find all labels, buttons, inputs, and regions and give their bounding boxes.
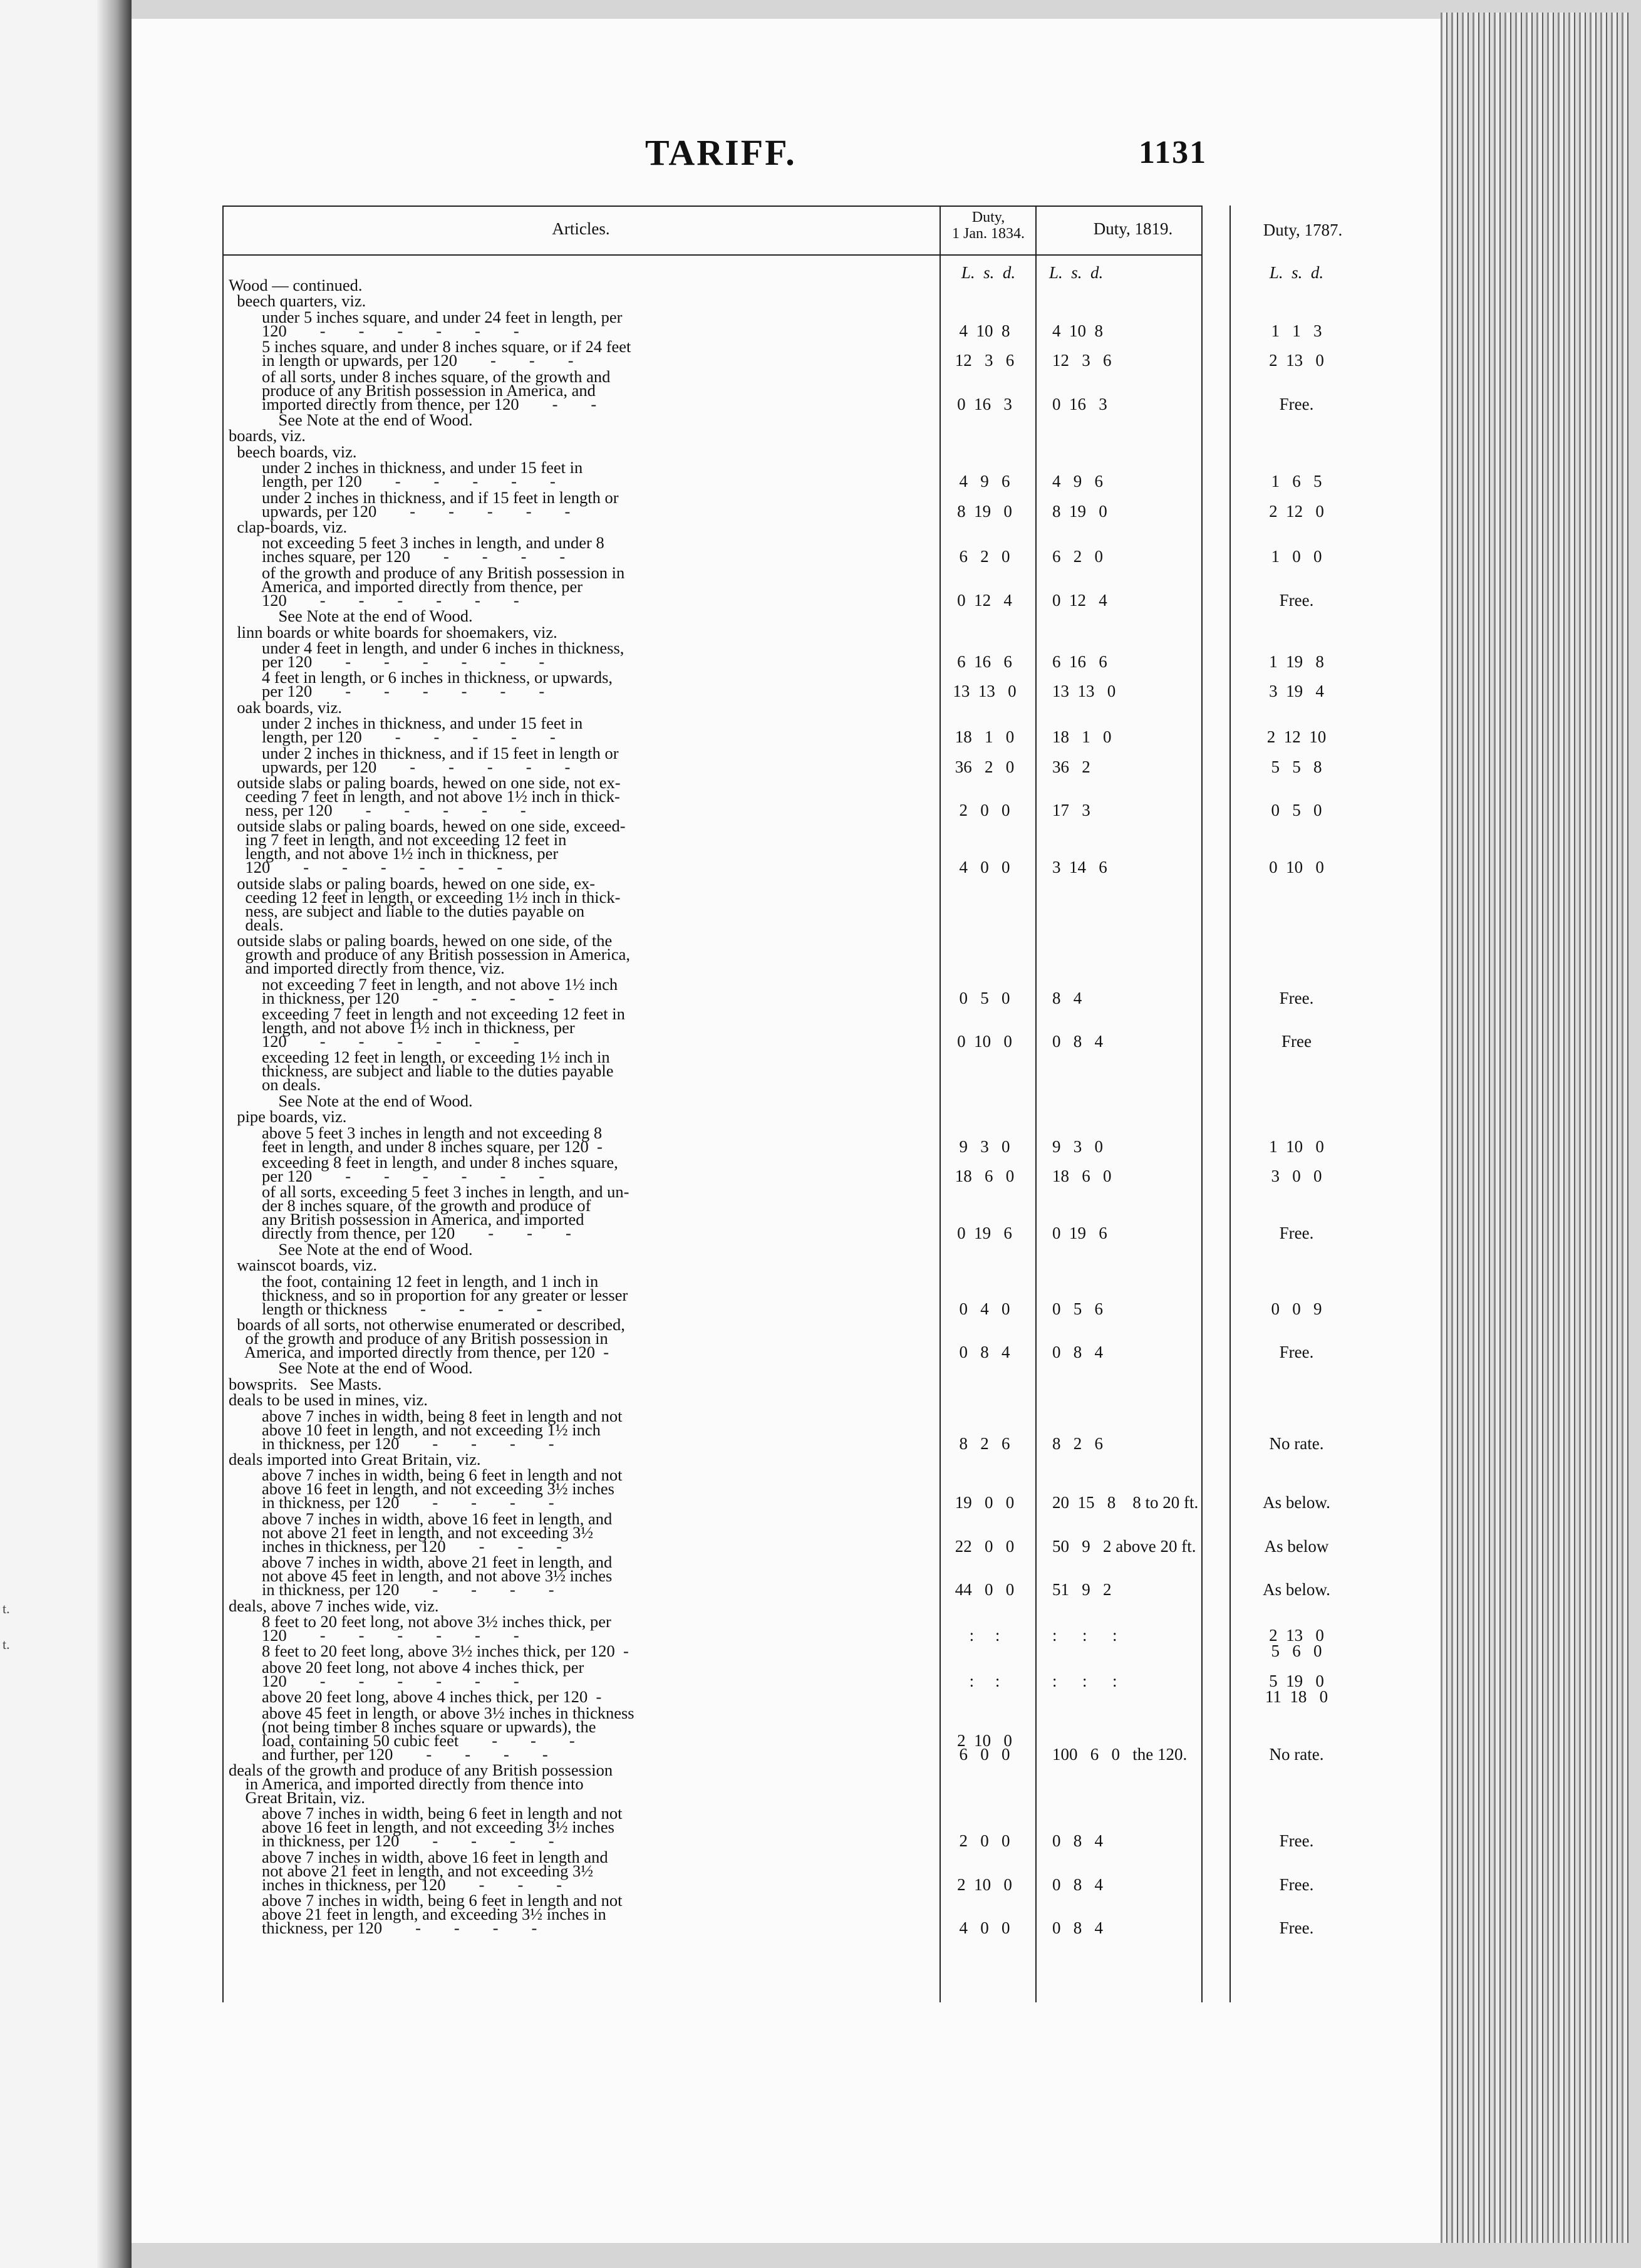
duty-1787-value: 1 1 3 [1271,321,1322,340]
article-description: deals, above 7 inches wide, viz. [229,1596,439,1615]
article-description: above 20 feet long, not above 4 inches thick, per 120 - - - - - - [262,1657,584,1690]
duty-1819-value: 4 10 8 [1052,321,1103,340]
duty-1819-value: 13 13 0 [1052,682,1116,701]
duty-1787-value: 2 13 0 [1269,1626,1324,1645]
article-description: of the growth and produce of any British possession in America, and imported directly from thence, per 120 - - - - - - [261,563,625,610]
duty-1834-value: : : [969,1671,1000,1690]
duty-1834-value: 2 0 0 [959,1831,1010,1851]
duty-1819-value: 12 3 6 [1052,351,1112,370]
duty-1819-value: 6 16 6 [1052,652,1107,671]
article-description: above 7 inches in width, being 6 feet in length and not above 21 feet in length, and exceeding 3½ inches in thickness, per 120 - - - - [262,1891,623,1938]
article-description: outside slabs or paling boards, hewed on one side, ex- ceeding 12 feet in length, or exceeding 1½ inch in thick- ness, are subject and liable to the duties payable on deals. [237,873,621,934]
duty-1819-value: : : : [1052,1626,1117,1645]
article-description: 5 inches square, and under 8 inches square, or if 24 feet in length or upwards, per 120 - - - [262,337,631,370]
duty-1819-value: 36 2 [1052,757,1090,776]
article-description: not exceeding 5 feet 3 inches in length, and under 8 inches square, per 120 - - - - [262,533,604,566]
article-description: See Note at the end of Wood. [229,1091,473,1110]
duty-1787-value: Free. [1279,1918,1314,1938]
duty-1819-value: 0 8 4 [1052,1343,1103,1361]
article-description: under 2 inches in thickness, and under 15 feet in length, per 120 - - - - - [262,714,583,747]
unit-header: L. s. d. [1049,263,1104,282]
column-header-duty-1834: Duty, 1 Jan. 1834. [952,209,1025,242]
duty-1819-value: 0 12 4 [1052,590,1107,610]
article-description: above 20 feet long, above 4 inches thick, per 120 - [229,1687,602,1707]
duty-1834-value: 0 5 0 [959,988,1010,1007]
duty-1787-value: Free. [1279,394,1314,414]
duty-1819-value: 18 6 0 [1052,1167,1112,1185]
column-rule [1035,205,1037,2002]
duty-1819-value: 17 3 [1052,801,1090,819]
duty-1834-value: 4 9 6 [959,472,1010,491]
duty-1819-value: 20 15 8 8 to 20 ft. [1052,1493,1199,1512]
duty-1787-value: No rate. [1269,1744,1324,1764]
article-description: under 4 feet in length, and under 6 inches in thickness, per 120 - - - - - - [262,638,624,671]
duty-1787-value: 1 10 0 [1269,1137,1324,1156]
duty-1834-value: 6 2 0 [959,547,1010,566]
article-description: deals to be used in mines, viz. [229,1390,428,1410]
duty-1834-value: 13 13 0 [953,682,1017,701]
duty-1834-value: : : [969,1626,1000,1645]
duty-1834-value: 12 3 6 [955,351,1015,370]
duty-1787-value: 5 19 0 [1269,1671,1324,1690]
duty-1834-value: 8 2 6 [959,1433,1010,1453]
duty-1834-value: 36 2 0 [955,757,1015,776]
article-description: See Note at the end of Wood. [229,1239,473,1259]
article-description: of all sorts, exceeding 5 feet 3 inches in length, and un- der 8 inches square, of the growth and produce of any British possession in America, and imported directly from thence, per 120 - - - [262,1182,629,1243]
duty-1834-value: 2 10 0 [957,1875,1012,1894]
article-description: beech boards, viz. [229,442,357,461]
article-description: pipe boards, viz. [229,1107,347,1126]
duty-1819-value: 51 9 2 [1052,1580,1112,1600]
duty-1819-value: 0 8 4 [1052,1831,1103,1851]
duty-1834-value: 4 10 8 [959,321,1010,340]
duty-1834-value: 0 12 4 [957,590,1012,610]
duty-1819-value: 100 6 0 the 120. [1052,1744,1188,1764]
article-description: See Note at the end of Wood. [229,606,473,626]
article-description: wainscot boards, viz. [229,1256,377,1275]
duty-1787-value: 0 5 0 [1271,801,1322,819]
duty-1819-value: 0 16 3 [1052,394,1107,414]
duty-1787-value: Free. [1279,590,1314,610]
duty-1834-value: 0 4 0 [959,1299,1010,1318]
article-description: bowsprits. See Masts. [229,1374,382,1393]
duty-1834-value: 18 1 0 [955,727,1015,747]
article-description: of all sorts, under 8 inches square, of the growth and produce of any British possession in America, and imported directly from thence, per 120 - - [262,367,611,414]
article-description: under 2 inches in thickness, and if 15 feet in length or upwards, per 120 - - - - - [262,743,619,776]
page-header [0,132,1641,182]
duty-1787-value: Free. [1279,1875,1314,1894]
duty-1834-value: 9 3 0 [959,1137,1010,1156]
article-description: above 7 inches in width, being 6 feet in length and not above 16 feet in length, and not exceeding 3½ inches in thickness, per 120 - - - - [262,1804,623,1851]
margin-mark: t. [3,1601,10,1616]
duty-1819-value: 18 1 0 [1052,727,1112,747]
article-description: deals of the growth and produce of any British possession in America, and imported directly from thence into Great Britain, viz. [229,1761,613,1807]
duty-1834-value: 0 10 0 [957,1032,1012,1051]
table-top-rule [222,205,1203,207]
article-description: exceeding 12 feet in length, or exceeding 1½ inch in thickness, are subject and liable to the duties payable on deals. [262,1048,614,1095]
duty-1834-value: 2 0 0 [959,801,1010,819]
duty-1787-value: 0 10 0 [1269,858,1324,877]
article-description: above 7 inches in width, above 16 feet in length and not above 21 feet in length, and not exceeding 3½ inches in thickness, per 120 - - - [262,1847,608,1894]
article-description: exceeding 8 feet in length, and under 8 inches square, per 120 - - - - - - [262,1153,618,1185]
header-rule [222,254,1203,256]
article-description: outside slabs or paling boards, hewed on one side, of the growth and produce of any British possession in America, and imported directly from thence, viz. [237,931,631,978]
page-number: 1131 [1139,135,1208,170]
article-description: exceeding 7 feet in length and not exceeding 12 feet in length, and not above 1½ inch in thickness, per 120 - - - - - - [262,1004,625,1051]
article-description: 8 feet to 20 feet long, not above 3½ inches thick, per 120 - - - - - - [262,1612,611,1645]
duty-1819-value: 0 19 6 [1052,1224,1107,1243]
margin-mark: t. [3,1636,10,1652]
duty-1787-value: Free. [1279,1831,1314,1851]
article-description: above 45 feet in length, or above 3½ inches in thickness (not being timber 8 inches square or upwards), the load, containing 50 cubic feet - - - and further, per 120 - - - - [262,1703,634,1764]
duty-1787-value: As below. [1263,1493,1330,1512]
unit-header: L. s. d. [961,263,1016,282]
duty-1834-value: 8 19 0 [957,501,1012,521]
duty-1834-value: 6 16 6 [957,652,1012,671]
article-description: linn boards or white boards for shoemakers, viz. [229,622,557,642]
article-description: above 7 inches in width, being 6 feet in length and not above 16 feet in length, and not exceeding 3½ inches in thickness, per 120 - - - - [262,1465,623,1512]
column-rule [1201,205,1203,2002]
duty-1819-value: : : : [1052,1671,1117,1690]
duty-1834-value: 18 6 0 [955,1167,1015,1185]
duty-1819-value: 0 8 4 [1052,1875,1103,1894]
duty-1787-value: 2 12 0 [1269,501,1324,521]
duty-1787-value: Free. [1279,988,1314,1007]
duty-1787-value: 1 0 0 [1271,547,1322,566]
duty-1787-value: Free. [1279,1224,1314,1243]
article-description: outside slabs or paling boards, hewed on one side, exceed- ing 7 feet in length, and not exceeding 12 feet in length, and not above 1½ inch in thickness, per 120 - - - - - - [237,816,626,877]
article-description: boards of all sorts, not otherwise enumerated or described, of the growth and produce of any British possession in America, and imported directly from thence, per 120 - [237,1315,625,1361]
article-description: See Note at the end of Wood. [229,1358,473,1378]
tariff-table [222,205,1343,2002]
article-description: above 7 inches in width, above 16 feet in length, and not above 21 feet in length, and not exceeding 3½ inches in thickness, per 120 - - - [262,1509,613,1556]
article-description: 4 feet in length, or 6 inches in thickness, or upwards, per 120 - - - - - - [262,668,613,701]
duty-1819-value: 3 14 6 [1052,858,1107,877]
duty-1834-value: 4 0 0 [959,858,1010,877]
page-title: TARIFF. [645,132,797,173]
column-rule [222,205,224,2002]
duty-1819-value: 8 4 [1052,988,1082,1007]
duty-1787-value: 3 19 4 [1269,682,1324,701]
duty-1819-value: 8 2 6 [1052,1433,1103,1453]
duty-1787-value: Free. [1279,1343,1314,1361]
article-description: deals imported into Great Britain, viz. [229,1450,481,1469]
article-description: oak boards, viz. [229,697,343,717]
duty-1787-value: 5 5 8 [1271,757,1322,776]
article-description: under 2 inches in thickness, and if 15 feet in length or upwards, per 120 - - - - - [262,487,619,521]
article-description: under 2 inches in thickness, and under 15 feet in length, per 120 - - - - - [262,458,583,491]
duty-1834-value: 0 16 3 [957,394,1012,414]
duty-1834-value: 19 0 0 [955,1493,1015,1512]
duty-1787-value: No rate. [1269,1433,1324,1453]
article-description: under 5 inches square, and under 24 feet in length, per 120 - - - - - - [262,307,623,340]
duty-1787-value: 2 12 10 [1266,727,1327,747]
article-description: Wood — continued. [229,276,363,294]
duty-1834-value: 0 8 4 [959,1343,1010,1361]
duty-1787-value: 1 19 8 [1269,652,1324,671]
column-header-duty-1819: Duty, 1819. [1093,219,1173,238]
column-header-articles: Articles. [552,219,610,238]
duty-1787-value: As below. [1263,1580,1330,1600]
duty-1787-value: 5 6 0 [1271,1641,1322,1661]
duty-1834-value: 0 19 6 [957,1224,1012,1243]
article-description: above 5 feet 3 inches in length and not exceeding 8 feet in length, and under 8 inches square, per 120 - [262,1123,603,1156]
column-header-duty-1787: Duty, 1787. [1263,221,1343,239]
unit-header: L. s. d. [1269,263,1324,282]
duty-1834-value: 44 0 0 [955,1580,1015,1600]
duty-1819-value: 50 9 2 above 20 ft. [1052,1536,1196,1556]
duty-1819-value: 0 8 4 [1052,1032,1103,1051]
duty-1819-value: 0 8 4 [1052,1918,1103,1938]
duty-1819-value: 8 19 0 [1052,501,1107,521]
duty-1834-value: 4 0 0 [959,1918,1010,1938]
duty-1787-value: Free [1281,1032,1312,1051]
duty-1819-value: 6 2 0 [1052,547,1103,566]
duty-1819-value: 9 3 0 [1052,1137,1103,1156]
duty-1834-value: 22 0 0 [955,1536,1015,1556]
article-description: outside slabs or paling boards, hewed on one side, not ex- ceeding 7 feet in length, and not above 1½ inch in thick- ness, per 120 - - - - - [237,773,621,819]
page-stack-edge [1441,13,1628,2243]
duty-1787-value: 0 0 9 [1271,1299,1322,1318]
duty-1787-value: 2 13 0 [1269,351,1324,370]
article-description: not exceeding 7 feet in length, and not above 1½ inch in thickness, per 120 - - - - [262,974,618,1007]
article-description: See Note at the end of Wood. [229,410,473,429]
article-description: above 7 inches in width, being 8 feet in length and not above 10 feet in length, and not exceeding 1½ inch in thickness, per 120 - - - - [262,1406,623,1453]
duty-1787-value: 11 18 0 [1265,1687,1328,1707]
duty-1819-value: 4 9 6 [1052,472,1103,491]
duty-1819-value: 0 5 6 [1052,1299,1103,1318]
article-description: beech quarters, viz. [229,291,366,311]
article-description: the foot, containing 12 feet in length, and 1 inch in thickness, and so in proportion for any greater or lesser length or thickness - - - - [262,1271,628,1318]
article-description: boards, viz. [229,426,306,445]
article-description: 8 feet to 20 feet long, above 3½ inches thick, per 120 - [229,1641,629,1661]
duty-1787-value: 3 0 0 [1271,1167,1322,1185]
column-rule [1229,205,1231,2002]
duty-1787-value: 1 6 5 [1271,472,1322,491]
book-gutter-shadow [97,0,132,2268]
article-description: clap-boards, viz. [229,518,348,536]
article-description: above 7 inches in width, above 21 feet in length, and not above 45 feet in length, and not above 3½ inches in thickness, per 120 - - - - [262,1553,613,1600]
duty-1787-value: As below [1264,1536,1329,1556]
duty-1834-value: 2 10 0 6 0 0 [957,1730,1012,1764]
